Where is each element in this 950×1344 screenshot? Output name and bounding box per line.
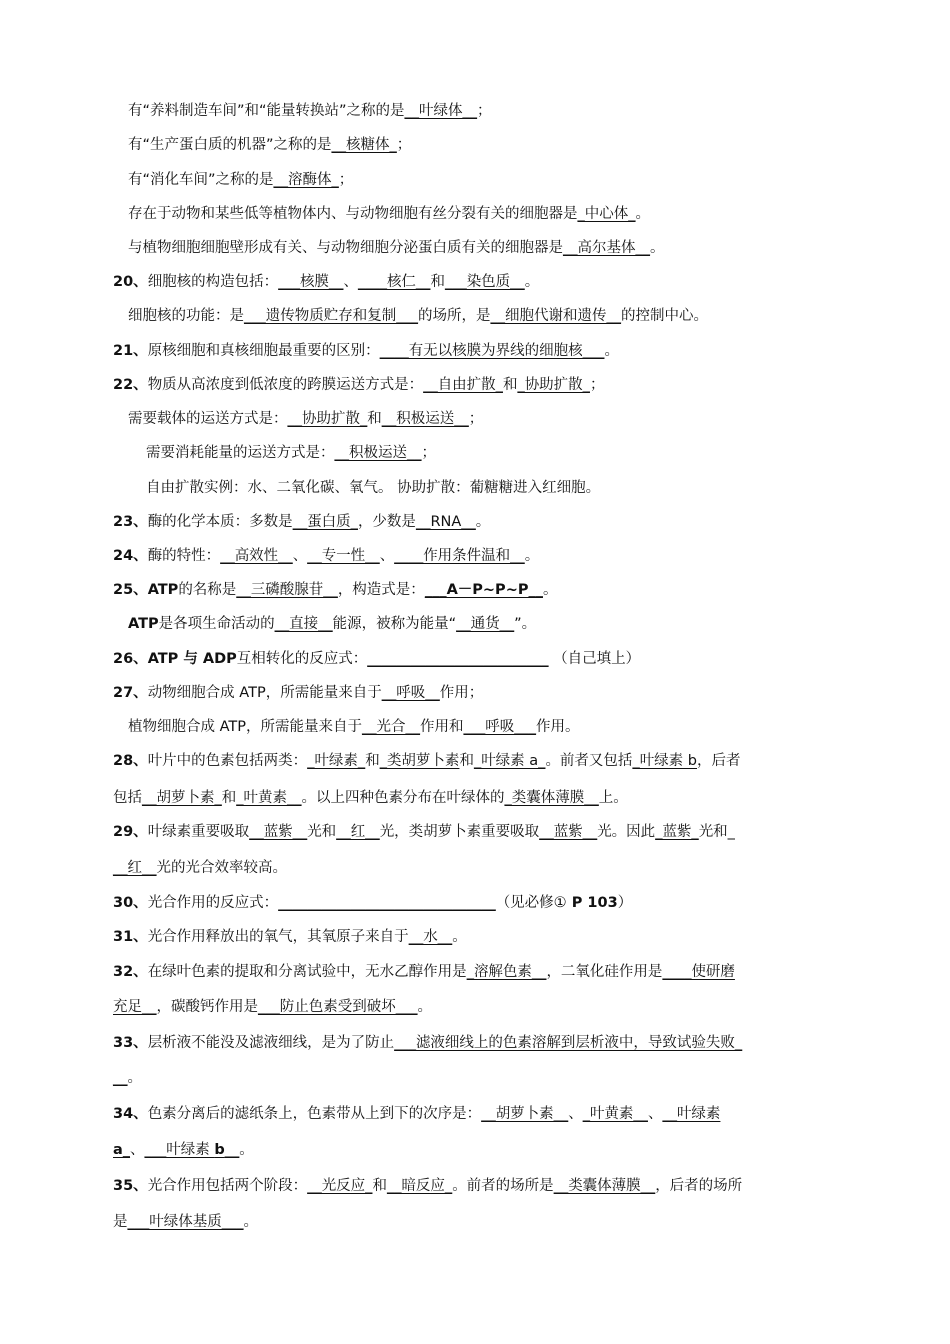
text: 和 [502, 377, 518, 393]
text: 和 [459, 753, 474, 769]
answer: __溶酶体_ [273, 172, 339, 188]
text: 是各项生命活动的 [158, 616, 275, 632]
text: 。以上四种色素分布在叶绿体的 [301, 790, 505, 806]
text: ； [589, 377, 605, 393]
answer: __叶绿素 [662, 1106, 721, 1122]
text: ； [468, 411, 484, 427]
answer: __蛋白质_ [292, 514, 358, 530]
answer: a_ [113, 1142, 131, 1158]
text: 。 [475, 514, 491, 530]
answer: ___A－P~P~P__ [424, 582, 543, 598]
text: 动物细胞合成 ATP，所需能量来自于 [147, 685, 382, 701]
answer: __水__ [408, 929, 453, 945]
text: 。前者的场所是 [452, 1178, 554, 1194]
text: 。 [635, 206, 650, 222]
answer: __RNA__ [415, 514, 476, 530]
line-q19-ribosome [128, 135, 411, 155]
line-q26 [113, 649, 640, 669]
text: 光的光合效率较高。 [156, 860, 287, 876]
answer: __三磷酸腺苷__ [236, 582, 338, 598]
line-q34-b [113, 1140, 254, 1160]
line-q25-b [128, 614, 536, 634]
text: 光合作用释放出的氧气，其氧原子来自于 [147, 929, 409, 945]
text: 。前者又包括 [545, 753, 633, 769]
text: 和 [221, 790, 237, 806]
question-number: 26、 [113, 651, 148, 667]
answer: _类囊体薄膜__ [504, 790, 599, 806]
answer: __核糖体_ [331, 137, 397, 153]
text: ） [617, 895, 633, 911]
text: 的控制中心。 [621, 308, 708, 324]
answer: __积极运送__ [334, 445, 422, 461]
question-number: 30、 [113, 895, 148, 911]
answer: __直接__ [274, 616, 333, 632]
answer: _叶黄素__ [582, 1106, 648, 1122]
text: 。 [604, 343, 619, 359]
text: 光。因此 [597, 824, 656, 840]
answer: __暗反应_ [386, 1178, 453, 1194]
answer: __呼吸__ [381, 685, 440, 701]
text: 光和_ [698, 824, 735, 840]
line-q27-b [128, 717, 580, 737]
answer: ___核膜__ [278, 274, 344, 290]
line-q23 [113, 512, 490, 532]
line-q28-b [113, 788, 628, 808]
answer: __ [113, 1070, 128, 1086]
answer: __协助扩散_ [287, 411, 368, 427]
question-number: 27、 [113, 685, 148, 701]
text: 、 [379, 548, 395, 564]
question-number: 29、 [113, 824, 148, 840]
text: 需要载体的运送方式是： [128, 411, 288, 427]
line-q29-b [113, 858, 287, 878]
text: ，碳酸钙作用是 [156, 999, 258, 1015]
line-q35-b [113, 1212, 258, 1232]
answer: __积极运送__ [381, 411, 469, 427]
question-number: 23、 [113, 514, 148, 530]
text: 和 [367, 411, 382, 427]
text: ； [338, 172, 354, 188]
question-number: 20、 [113, 274, 148, 290]
answer: __自由扩散_ [423, 377, 503, 393]
line-q33-b [113, 1068, 142, 1088]
text: 作用。 [536, 719, 580, 735]
text: ，后者的场所 [655, 1178, 743, 1194]
answer: ___叶绿体基质___ [127, 1214, 244, 1230]
answer: __高尔基体__ [563, 240, 650, 256]
text: 光合作用包括两个阶段： [147, 1178, 308, 1194]
line-q25-a [113, 580, 557, 600]
answer: ____核仁__ [357, 274, 431, 290]
question-number: 31、 [113, 929, 148, 945]
text: 和 [372, 1178, 387, 1194]
text: 的名称是 [178, 582, 237, 598]
answer: __高效性__ [220, 548, 293, 564]
text: 是 [113, 1214, 128, 1230]
question-number: 35、 [113, 1178, 148, 1194]
text: 植物细胞合成 ATP，所需能量来自于 [128, 719, 363, 735]
text: ，少数是 [357, 514, 416, 530]
line-q22-b [128, 409, 483, 429]
text: 包括 [113, 790, 142, 806]
answer: _叶绿素_ [307, 753, 366, 769]
text: ，后者 [697, 753, 741, 769]
question-number: 28、 [113, 753, 148, 769]
line-q34-a [113, 1104, 720, 1124]
question-number: 34、 [113, 1106, 148, 1122]
answer: b [214, 1142, 225, 1158]
text: 。 [239, 1142, 254, 1158]
text: 叶绿素重要吸取 [147, 824, 250, 840]
answer: ___滤液细线上的色素溶解到层析液中，导致试验失败_ [394, 1035, 743, 1051]
line-q31 [113, 927, 467, 947]
text: 能源，被称为能量“ [332, 616, 457, 632]
text: 、 [647, 1106, 663, 1122]
line-q19-lysosome [128, 170, 353, 190]
text: ，构造式是： [337, 582, 425, 598]
line-q20-structure [113, 272, 539, 292]
line-q21 [113, 341, 619, 361]
text: 与植物细胞细胞壁形成有关、与动物细胞分泌蛋白质有关的细胞器是 [128, 240, 563, 256]
text: 原核细胞和真核细胞最重要的区别： [147, 343, 380, 359]
question-number: 21、 [113, 343, 148, 359]
text: 互相转化的反应式： [236, 651, 368, 667]
text: ATP 与 ADP [147, 651, 237, 667]
answer: __蓝紫__ [249, 824, 308, 840]
text: 、 [343, 274, 358, 290]
text: 。 [417, 999, 432, 1015]
answer: _类胡萝卜素 [379, 753, 460, 769]
question-number: 32、 [113, 964, 148, 980]
line-q20-function [128, 306, 708, 326]
text: ； [396, 137, 412, 153]
text: 物质从高浓度到低浓度的跨膜运送方式是： [147, 377, 424, 393]
text: 。 [127, 1070, 142, 1086]
text: 光和 [307, 824, 337, 840]
text: 存在于动物和某些低等植物体内、与动物细胞有丝分裂有关的细胞器是 [128, 206, 578, 222]
question-number: 22、 [113, 377, 148, 393]
text: 。 [650, 240, 665, 256]
answer-blank: ______________________________ [278, 895, 496, 911]
question-number: 25、 [113, 582, 148, 598]
text: ，二氧化硅作用是 [546, 964, 663, 980]
text: （见必修① [495, 895, 567, 911]
answer: ___防止色素受到破坏___ [258, 999, 418, 1015]
text: 需要消耗能量的运送方式是： [146, 445, 335, 461]
answer: 充足__ [113, 999, 157, 1015]
answer: __光反应_ [307, 1178, 373, 1194]
line-q22-d [146, 478, 600, 498]
line-q19-golgi [128, 238, 665, 258]
text: 、 [130, 1142, 145, 1158]
text: ； [421, 445, 436, 461]
text: 酶的化学本质：多数是 [147, 514, 293, 530]
line-q35-a [113, 1176, 742, 1196]
line-q19-chloroplast [128, 101, 492, 121]
answer: _协助扩散_ [517, 377, 590, 393]
line-q33-a [113, 1033, 742, 1053]
text: ； [477, 103, 492, 119]
line-q32-a [113, 962, 735, 982]
line-q30 [113, 893, 632, 913]
text: 。 [524, 548, 540, 564]
question-number: 24、 [113, 548, 148, 564]
text: 作用和 [420, 719, 464, 735]
answer: __ [224, 1142, 240, 1158]
answer: ___遗传物质贮存和复制___ [244, 308, 418, 324]
text: 的场所，是 [418, 308, 491, 324]
answer: __专一性__ [307, 548, 380, 564]
text: 作用； [439, 685, 484, 701]
text: 光，类胡萝卜素重要吸取 [379, 824, 540, 840]
text: 、 [292, 548, 308, 564]
answer: __光合__ [362, 719, 421, 735]
answer: _叶绿素 a_ [473, 753, 546, 769]
text: 、 [568, 1106, 583, 1122]
text: 。 [524, 274, 540, 290]
answer: __细胞代谢和遗传__ [490, 308, 621, 324]
answer: __类囊体薄膜__ [553, 1178, 656, 1194]
line-q29-a [113, 822, 735, 842]
text: 。 [243, 1214, 258, 1230]
text: 光合作用的反应式： [147, 895, 279, 911]
text: 细胞核的构造包括： [147, 274, 279, 290]
answer: _中心体_ [577, 206, 636, 222]
text: 色素分离后的滤纸条上，色素带从上到下的次序是： [147, 1106, 482, 1122]
answer: __胡萝卜素_ [142, 790, 222, 806]
line-q28-a [113, 751, 741, 771]
answer: _叶黄素__ [236, 790, 302, 806]
answer: ____使研磨 [662, 964, 735, 980]
text: 和 [365, 753, 380, 769]
answer: _叶绿素 b [632, 753, 698, 769]
text: 细胞核的功能：是 [128, 308, 244, 324]
text: 。 [542, 582, 558, 598]
answer: ____有无以核膜为界线的细胞核___ [379, 343, 605, 359]
text: 上。 [598, 790, 628, 806]
text: 有“养料制造车间”和“能量转换站”之称的是 [128, 103, 405, 119]
answer: _溶解色素__ [466, 964, 547, 980]
line-q24 [113, 546, 539, 566]
answer: __红__ [336, 824, 380, 840]
answer: ___叶绿素 [144, 1142, 215, 1158]
line-q32-b [113, 997, 432, 1017]
answer: ___呼吸___ [463, 719, 537, 735]
text: 在绿叶色素的提取和分离试验中，无水乙醇作用是 [147, 964, 467, 980]
text: （自己填上） [548, 651, 641, 667]
text: P 103 [566, 895, 618, 911]
line-q22-a [113, 375, 604, 395]
line-q22-c [146, 443, 436, 463]
text: 酶的特性： [147, 548, 221, 564]
text: ”。 [514, 616, 537, 632]
text: 自由扩散实例：水、二氧化碳、氧气。 协助扩散：葡糖糖进入红细胞。 [146, 480, 601, 496]
text: 叶片中的色素包括两类： [147, 753, 308, 769]
text: ATP [147, 582, 179, 598]
line-q27-a [113, 683, 483, 703]
text: 。 [452, 929, 467, 945]
text: 层析液不能没及滤液细线，是为了防止 [147, 1035, 395, 1051]
line-q19-centrosome [128, 204, 650, 224]
answer: __通货__ [456, 616, 515, 632]
answer: ___染色质__ [444, 274, 525, 290]
answer: __蓝紫__ [539, 824, 598, 840]
text: 和 [430, 274, 445, 290]
text: ATP [128, 616, 159, 632]
text: 有“生产蛋白质的机器”之称的是 [128, 137, 332, 153]
answer: __红__ [113, 860, 157, 876]
question-number: 33、 [113, 1035, 148, 1051]
answer: ____作用条件温和__ [394, 548, 525, 564]
text: 有“消化车间”之称的是 [128, 172, 274, 188]
answer: __胡萝卜素__ [481, 1106, 569, 1122]
answer: _蓝紫_ [655, 824, 699, 840]
answer: __叶绿体__ [404, 103, 478, 119]
answer-blank: _________________________ [367, 651, 549, 667]
